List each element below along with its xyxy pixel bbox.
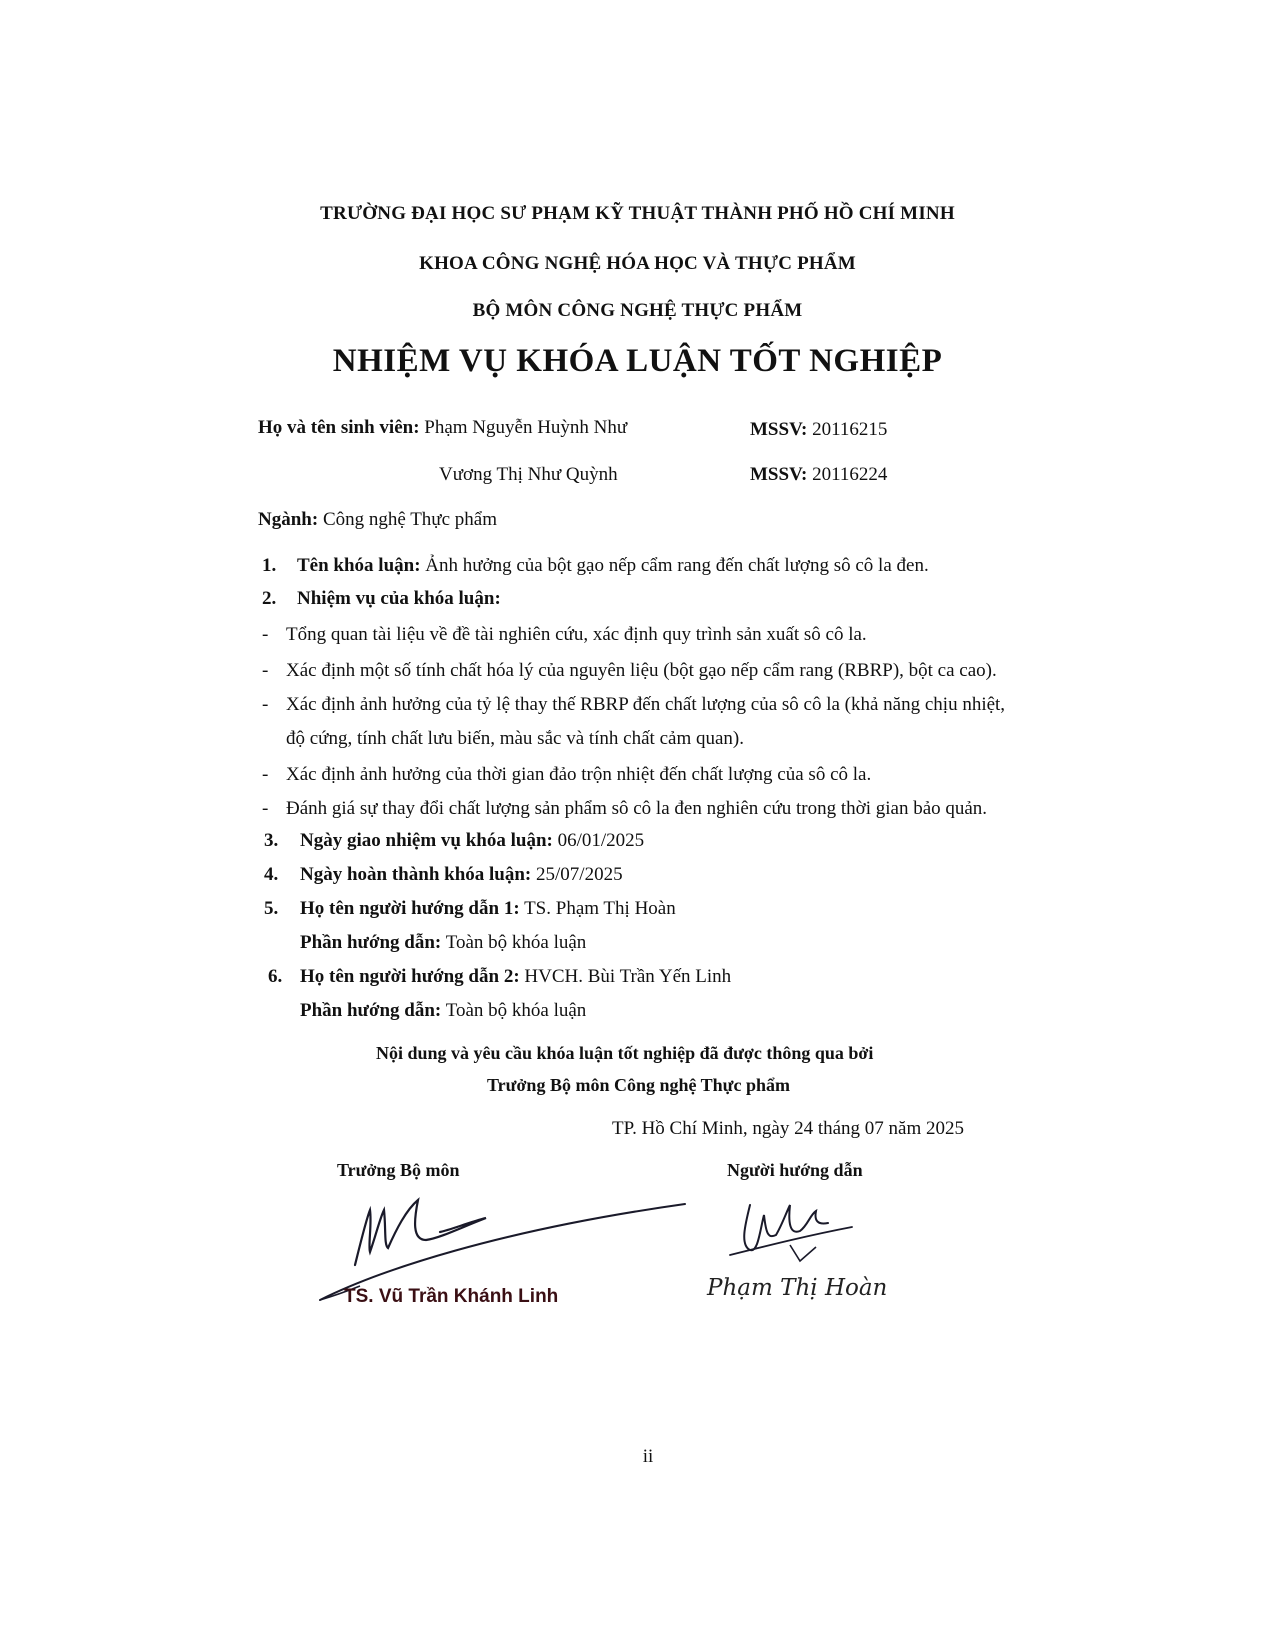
item-2-number: 2. — [262, 588, 277, 609]
university-name: TRƯỜNG ĐẠI HỌC SƯ PHẠM KỸ THUẬT THÀNH PHỐ HỒ CHÍ MINH — [320, 203, 955, 224]
page-number: ii — [642, 1446, 654, 1467]
student-1-name: Phạm Nguyễn Huỳnh Như — [424, 417, 628, 438]
task-dash: - — [262, 798, 269, 819]
approval-line-1: Nội dung và yêu cầu khóa luận tốt nghiệp đã được thông qua bởi — [376, 1043, 874, 1063]
advisor-1-label: Họ tên người hướng dẫn 1: — [300, 898, 520, 919]
major-label: Ngành: — [258, 509, 319, 530]
item-3-number: 3. — [264, 830, 279, 851]
thesis-name-row — [297, 555, 929, 577]
item-5-number: 5. — [264, 898, 279, 919]
advisor-1-part-label: Phần hướng dẫn: — [300, 932, 442, 953]
advisor-2-part-row — [300, 1000, 586, 1022]
major-value: Công nghệ Thực phẩm — [322, 509, 497, 530]
task-item-5: Đánh giá sự thay đổi chất lượng sản phẩm sô cô la đen nghiên cứu trong thời gian bảo quản. — [286, 798, 988, 819]
assign-date-value: 06/01/2025 — [557, 830, 645, 851]
signature-right-drawing — [720, 1195, 870, 1275]
complete-date-row — [300, 864, 623, 886]
complete-date-label: Ngày hoàn thành khóa luận: — [300, 864, 532, 885]
document-title: NHIỆM VỤ KHÓA LUẬN TỐT NGHIỆP — [332, 343, 943, 379]
student-2-mssv — [750, 464, 887, 486]
advisor-2-value: HVCH. Bùi Trần Yến Linh — [524, 966, 732, 987]
task-dash: - — [262, 694, 269, 715]
mssv-label: MSSV: — [750, 419, 808, 440]
task-dash: - — [262, 660, 269, 681]
thesis-name-label: Tên khóa luận: — [297, 555, 421, 576]
signature-right-name: Phạm Thị Hoàn — [707, 1275, 888, 1301]
tasks-heading: Nhiệm vụ của khóa luận: — [297, 588, 501, 609]
item-1-number: 1. — [262, 555, 277, 576]
task-dash: - — [262, 764, 269, 785]
item-6-number: 6. — [268, 966, 283, 987]
student-2-name: Vương Thị Như Quỳnh — [439, 464, 618, 485]
advisor-1-part-value: Toàn bộ khóa luận — [445, 932, 587, 953]
task-item-1: Tổng quan tài liệu về đề tài nghiên cứu, xác định quy trình sản xuất sô cô la. — [286, 624, 867, 645]
student-1-row — [258, 417, 627, 439]
department-name: BỘ MÔN CÔNG NGHỆ THỰC PHẨM — [472, 300, 803, 321]
advisor-2-label: Họ tên người hướng dẫn 2: — [300, 966, 520, 987]
mssv-label: MSSV: — [750, 464, 808, 485]
student-1-mssv-value: 20116215 — [812, 419, 888, 440]
advisor-1-part-row — [300, 932, 586, 954]
faculty-name: KHOA CÔNG NGHỆ HÓA HỌC VÀ THỰC PHẨM — [419, 253, 856, 274]
signature-left-name: TS. Vũ Trần Khánh Linh — [344, 1286, 559, 1307]
assign-date-label: Ngày giao nhiệm vụ khóa luận: — [300, 830, 553, 851]
item-4-number: 4. — [264, 864, 279, 885]
task-dash: - — [262, 624, 269, 645]
approval-line-2: Trưởng Bộ môn Công nghệ Thực phẩm — [487, 1075, 790, 1095]
advisor-2-part-label: Phần hướng dẫn: — [300, 1000, 442, 1021]
major-row — [258, 509, 497, 531]
complete-date-value: 25/07/2025 — [536, 864, 623, 885]
task-item-3: Xác định ảnh hưởng của tỷ lệ thay thế RBRP đến chất lượng của sô cô la (khả năng chịu nhiệt, — [286, 694, 1006, 715]
student-2-mssv-value: 20116224 — [812, 464, 888, 485]
student-label: Họ và tên sinh viên: — [258, 417, 420, 438]
advisor-2-part-value: Toàn bộ khóa luận — [445, 1000, 587, 1021]
student-1-mssv — [750, 419, 887, 441]
assign-date-row — [300, 830, 644, 852]
thesis-name-value: Ảnh hưởng của bột gạo nếp cẩm rang đến chất lượng sô cô la đen. — [425, 555, 929, 576]
advisor-1-row — [300, 898, 676, 920]
task-item-4: Xác định ảnh hưởng của thời gian đảo trộn nhiệt đến chất lượng của sô cô la. — [286, 764, 872, 785]
signature-left-role: Trưởng Bộ môn — [337, 1160, 460, 1180]
signature-right-role: Người hướng dẫn — [727, 1160, 863, 1180]
place-date: TP. Hồ Chí Minh, ngày 24 tháng 07 năm 2025 — [612, 1118, 965, 1139]
advisor-1-value: TS. Phạm Thị Hoàn — [524, 898, 676, 919]
advisor-2-row — [300, 966, 731, 988]
task-item-2: Xác định một số tính chất hóa lý của nguyên liệu (bột gạo nếp cẩm rang (RBRP), bột ca cao). — [286, 660, 997, 681]
task-item-3-continued: độ cứng, tính chất lưu biến, màu sắc và tính chất cảm quan). — [286, 728, 744, 749]
